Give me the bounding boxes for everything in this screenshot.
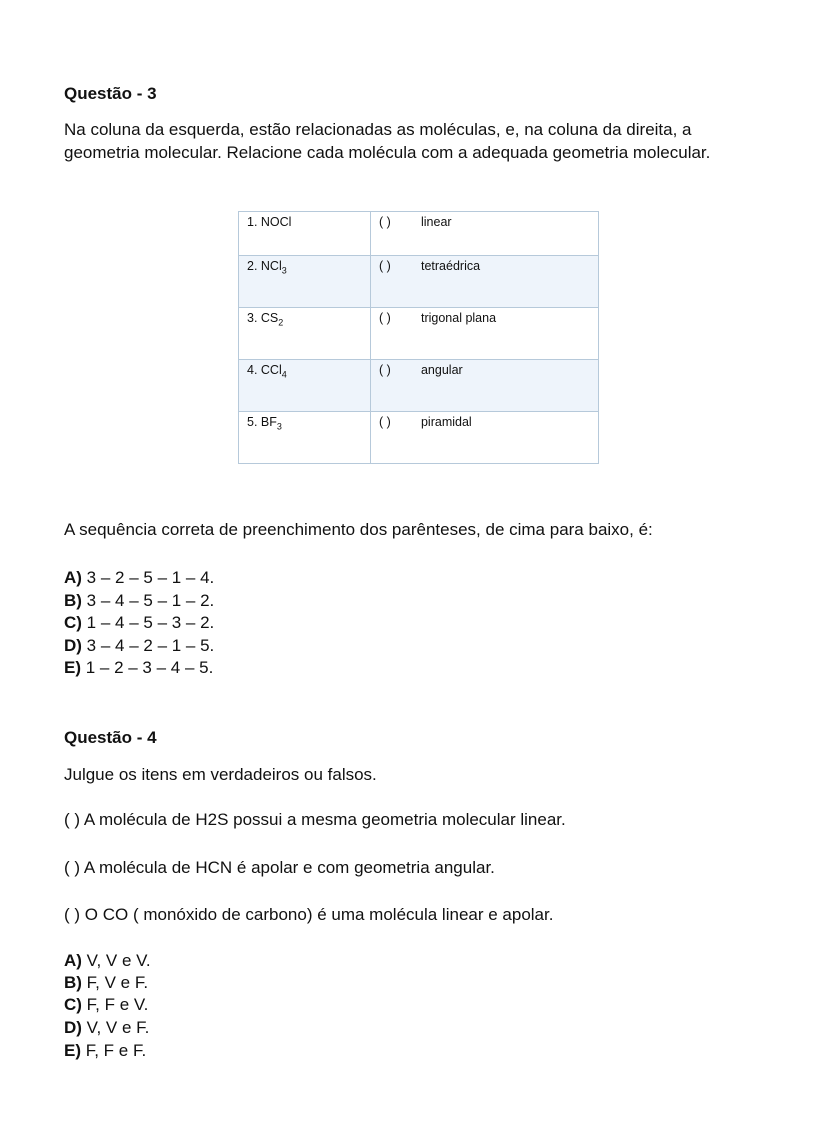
q3-option-b: B) 3 – 4 – 5 – 1 – 2. — [64, 591, 215, 610]
blank-parenthesis: ( ) — [378, 311, 391, 325]
molecule-cell: 3. $CS_2$ — [239, 308, 371, 360]
q3-option-d: D) 3 – 4 – 2 – 1 – 5. — [64, 636, 215, 655]
q4-statement-2: ( ) A molécula de HCN é apolar e com geometria angular. — [64, 858, 495, 877]
q3-option-a: A) 3 – 2 – 5 – 1 – 4. — [64, 568, 215, 587]
molecule-formula: NCl — [260, 259, 282, 273]
molecule-formula: NOCl — [260, 215, 292, 229]
molecule-formula: BF — [260, 415, 277, 429]
q3-option-e: E) 1 – 2 – 3 – 4 – 5. — [64, 658, 214, 677]
table-row — [239, 308, 599, 360]
q4-statement-3: ( ) O CO ( monóxido de carbono) é uma molécula linear e apolar. — [64, 905, 554, 924]
molecule-cell: 1. NOCl — [239, 212, 371, 256]
molecule-formula: CS — [260, 311, 279, 325]
question-3-title: Questão - 3 — [64, 84, 157, 103]
geometry-cell — [370, 412, 598, 464]
question-4-intro: Julgue os itens em verdadeiros ou falsos. — [64, 765, 377, 784]
molecule-formula: CCl — [260, 363, 282, 377]
blank-parenthesis: ( ) — [378, 215, 391, 229]
q4-option-c: C) F, F e V. — [64, 995, 149, 1014]
molecule-cell: 4. CCl$_4$ — [239, 360, 371, 412]
molecule-cell: 5. $BF_3$ — [239, 412, 371, 464]
geometry-cell — [370, 308, 598, 360]
geometry-cell — [370, 256, 598, 308]
q3-option-c: C) 1 – 4 – 5 – 3 – 2. — [64, 613, 215, 632]
geometry-cell — [370, 360, 598, 412]
q4-option-d: D) V, V e F. — [64, 1018, 150, 1037]
geometry-label: angular — [420, 363, 463, 377]
question-3-prompt: A sequência correta de preenchimento dos parênteses, de cima para baixo, é: — [64, 520, 653, 539]
q4-option-a: A) V, V e V. — [64, 951, 151, 970]
table-row — [239, 212, 599, 256]
question-4-title: Questão - 4 — [64, 728, 157, 747]
molecule-cell: 2. NCl$_3$ — [239, 256, 371, 308]
geometry-label: linear — [420, 215, 452, 229]
blank-parenthesis: ( ) — [378, 259, 391, 273]
table-row — [239, 256, 599, 308]
q4-option-b: B) F, V e F. — [64, 973, 149, 992]
geometry-cell — [370, 212, 598, 256]
table-row — [239, 360, 599, 412]
blank-parenthesis: ( ) — [378, 363, 391, 377]
geometry-label: piramidal — [420, 415, 472, 429]
blank-parenthesis: ( ) — [378, 415, 391, 429]
molecule-geometry-table — [238, 211, 599, 464]
geometry-label: tetraédrica — [420, 259, 481, 273]
table-row — [239, 412, 599, 464]
question-3-intro: Na coluna da esquerda, estão relacionadas as moléculas, e, na coluna da direita, a geometria molecular. Relacione cada molécula com a adequada geometria molecular. — [64, 120, 711, 162]
q4-statement-1: ( ) A molécula de H2S possui a mesma geometria molecular linear. — [64, 810, 566, 829]
geometry-label: trigonal plana — [420, 311, 497, 325]
q4-option-e: E) F, F e F. — [64, 1041, 147, 1060]
